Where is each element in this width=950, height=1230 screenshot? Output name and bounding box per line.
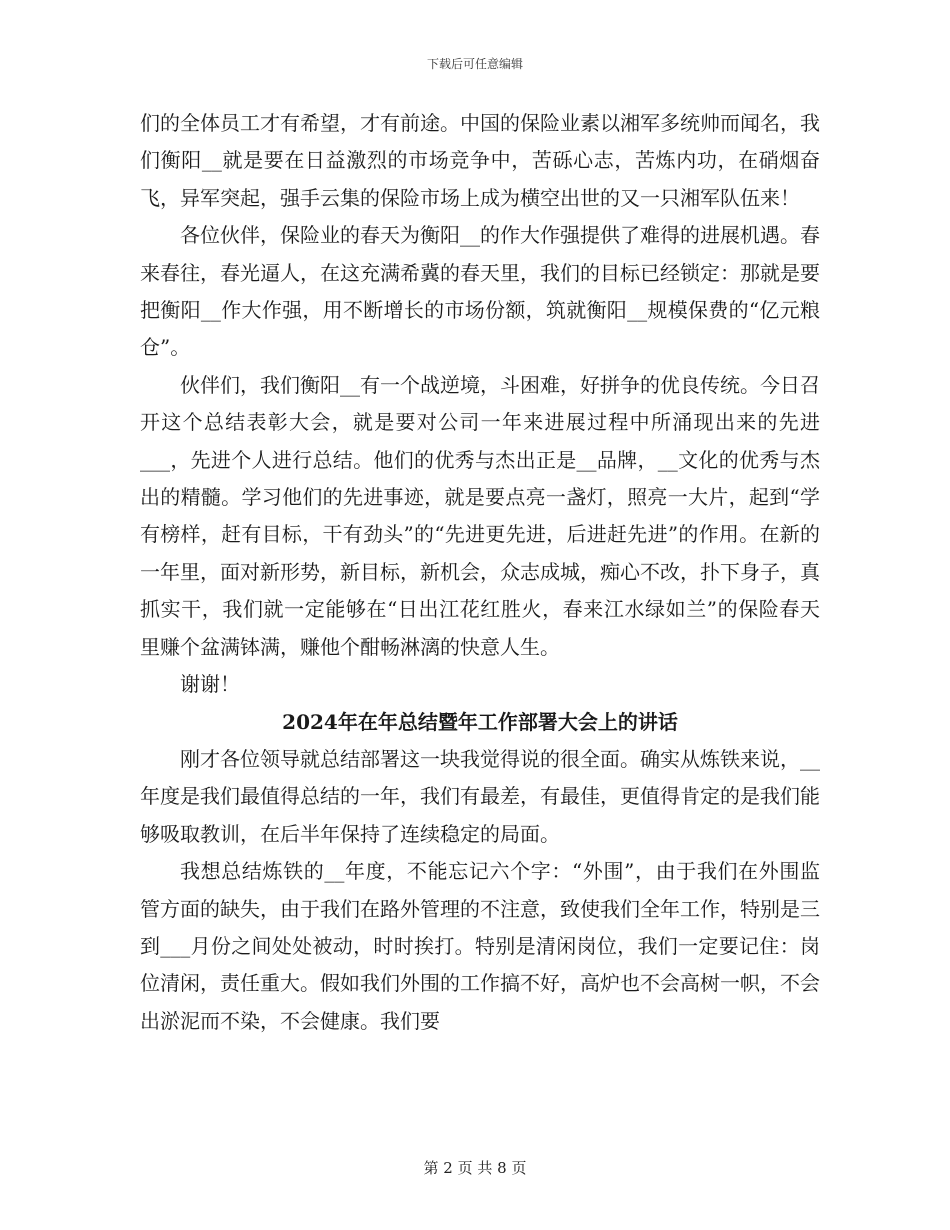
paragraph-partners-tradition: 伙伴们，我们衡阳__有一个战逆境，斗困难，好拼争的优良传统。今日召开这个总结表彰大会，就是要对公司一年来进展过程中所涌现出来的先进___，先进个人进行总结。他们的优秀与杰出正是__品牌，__文化的优秀与杰出的精髓。学习他们的先进事迹，就是要点亮一盏灯，照亮一大片，起到“学有榜样，赶有目标，干有劲头”的“先进更先进，后进赶先进”的作用。在新的一年里，面对新形势，新目标，新机会，众志成城，痴心不改，扑下身子，真抓实干，我们就一定能够在“日出江花红胜火，春来江水绿如兰”的保险春天里赚个盆满钵满，赚他个酣畅淋漓的快意人生。	[140, 372, 820, 659]
paragraph-leaders-summary: 刚才各位领导就总结部署这一块我觉得说的很全面。确实从炼铁来说，__年度是我们最值得总结的一年，我们有最差，有最佳，更值得肯定的是我们能够吸取教训，在后半年保持了连续稳定的局面。	[140, 746, 820, 846]
header-note: 下载后可任意编辑	[426, 57, 523, 71]
paragraph-spring-opportunity: 各位伙伴，保险业的春天为衡阳__的作大作强提供了难得的进展机遇。春来春往，春光逼人，在这充满希冀的春天里，我们的目标已经锁定：那就是要把衡阳__作大作强，用不断增长的市场份额，筑就衡阳__规模保费的“亿元粮仓”。	[140, 223, 820, 360]
speech-title: 2024年在年总结暨年工作部署大会上的讲话	[282, 709, 678, 734]
page-number: 第 2 页 共 8 页	[423, 1159, 527, 1177]
paragraph-continuation: 们的全体员工才有希望，才有前途。中国的保险业素以湘军多统帅而闻名，我们衡阳__就是要在日益激烈的市场竞争中，苦砾心志，苦炼内功，在硝烟奋飞，异军突起，强手云集的保险市场上成为横空出世的又一只湘军队伍来！	[140, 111, 820, 210]
paragraph-periphery: 我想总结炼铁的__年度，不能忘记六个字：“外围”，由于我们在外围监管方面的缺失，由于我们在路外管理的不注意，致使我们全年工作，特别是三到___月份之间处处被动，时时挨打。特别是清闲岗位，我们一定要记住：岗位清闲，责任重大。假如我们外围的工作搞不好，高炉也不会高树一帜，不会出淤泥而不染，不会健康。我们要	[140, 859, 820, 1033]
paragraph-thanks: 谢谢！	[180, 672, 240, 697]
document-body	[140, 105, 820, 1040]
